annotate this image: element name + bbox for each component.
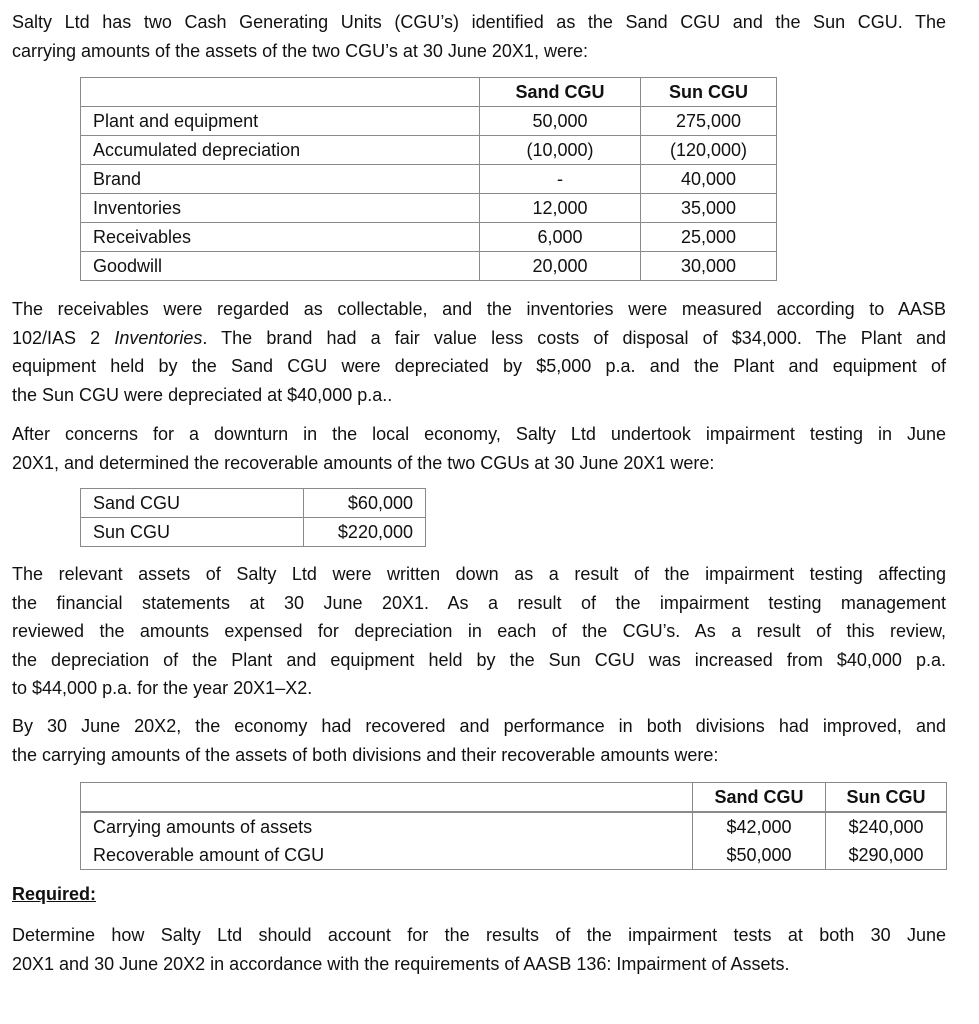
- table-row: Goodwill 20,000 30,000: [81, 252, 777, 281]
- column-header: Sun CGU: [826, 783, 947, 813]
- text-line: 102/IAS 2 Inventories. The brand had a fair value less costs of disposal of $34,000. The Plant and: [12, 327, 946, 348]
- table-row: Plant and equipment 50,000 275,000: [81, 107, 777, 136]
- required-paragraph: Determine how Salty Ltd should account for the results of the impairment tests at both 30 June 20X1 and 30 June 20X2 in accordance with the requirements of AASB 136: Impairment of Assets.: [12, 925, 946, 974]
- table-row: Recoverable amount of CGU $50,000 $290,000: [81, 841, 947, 870]
- assets-paragraph: The receivables were regarded as collectable, and the inventories were measured according to AASB 102/IAS 2 Inventories. The brand had a fair value less costs of disposal of $34,000. The Plant and equipment held by the Sand CGU were depreciated by $5,000 p.a. and the Plant and equipment of the Sun CGU were depreciated at $40,000 p.a..: [12, 299, 946, 405]
- column-header: Sand CGU: [693, 783, 826, 813]
- column-header: Sun CGU: [641, 78, 777, 107]
- table-row: Accumulated depreciation (10,000) (120,000): [81, 136, 777, 165]
- table-row: Carrying amounts of assets $42,000 $240,000: [81, 812, 947, 841]
- table-row: Brand - 40,000: [81, 165, 777, 194]
- column-header: Sand CGU: [480, 78, 641, 107]
- carrying-vs-recoverable-table: [80, 782, 947, 870]
- text-line: carrying amounts of the assets of the two CGU’s at 30 June 20X1, were:: [12, 40, 588, 61]
- text-line: Salty Ltd has two Cash Generating Units (CGU’s) identified as the Sand CGU and the Sun CGU. The: [12, 12, 946, 32]
- table-row: Sand CGU $60,000: [81, 489, 426, 518]
- table-row: Sun CGU $220,000: [81, 518, 426, 547]
- table-row: Receivables 6,000 25,000: [81, 223, 777, 252]
- table-row: Inventories 12,000 35,000: [81, 194, 777, 223]
- impairment-paragraph: After concerns for a downturn in the local economy, Salty Ltd undertook impairment testing in June 20X1, and determined the recoverable amounts of the two CGUs at 30 June 20X1 were:: [12, 424, 946, 473]
- required-heading: Required:: [12, 884, 97, 904]
- carrying-amounts-table: [80, 77, 777, 281]
- intro-paragraph: [12, 8, 946, 65]
- write-down-paragraph: The relevant assets of Salty Ltd were written down as a result of the impairment testing affecting the financial statements at 30 June 20X1. As a result of the impairment testing management reviewed the amounts expensed for depreciation in each of the CGU’s. As a result of this review, the depreciation of the Plant and equipment held by the Sun CGU was increased from $40,000 p.a. to $44,000 p.a. for the year 20X1–X2.: [12, 564, 946, 699]
- recoverable-amounts-table: [80, 488, 426, 547]
- recovery-paragraph: By 30 June 20X2, the economy had recovered and performance in both divisions had improved, and the carrying amounts of the assets of both divisions and their recoverable amounts were:: [12, 716, 946, 765]
